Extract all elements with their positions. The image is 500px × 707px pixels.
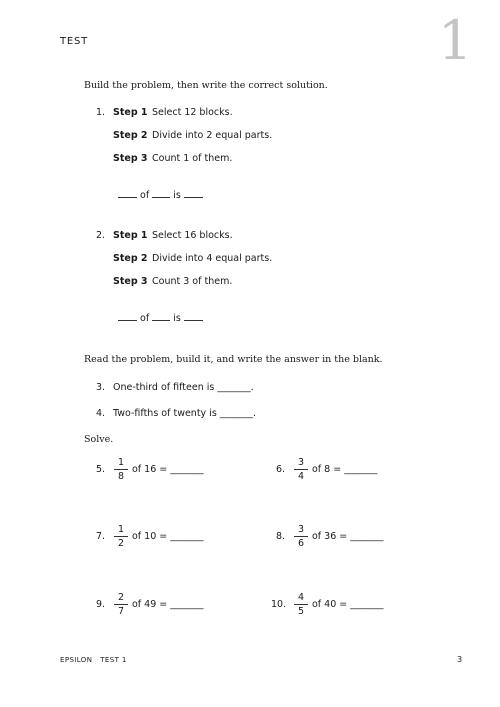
step-text: Select 12 blocks. bbox=[152, 107, 233, 118]
problem-text: One-third of fifteen is _______. bbox=[113, 382, 254, 393]
step-label: Step 2 bbox=[113, 253, 148, 264]
answer-line bbox=[118, 313, 203, 324]
numerator: 3 bbox=[297, 524, 305, 535]
problem-text: Two-fifths of twenty is _______. bbox=[113, 408, 257, 419]
fraction-bar bbox=[114, 604, 128, 605]
test-number: 1 bbox=[438, 9, 473, 72]
numerator: 3 bbox=[297, 457, 305, 468]
answer-blank[interactable] bbox=[184, 319, 203, 321]
problem-text: of 49 = _______ bbox=[132, 599, 204, 610]
problem-number: 6. bbox=[276, 464, 286, 475]
problem-text: of 16 = _______ bbox=[132, 464, 204, 475]
fraction-bar bbox=[114, 469, 128, 470]
footer-label: EPSILON TEST 1 bbox=[60, 656, 127, 664]
numerator: 4 bbox=[297, 592, 305, 603]
fraction bbox=[294, 592, 308, 617]
problem-number: 9. bbox=[96, 599, 106, 610]
fraction bbox=[114, 592, 128, 617]
fraction-bar bbox=[114, 536, 128, 537]
page-number: 3 bbox=[457, 655, 463, 664]
fraction-bar bbox=[294, 604, 308, 605]
answer-is: is bbox=[173, 313, 181, 324]
step-label: Step 1 bbox=[113, 230, 148, 241]
answer-blank[interactable] bbox=[184, 196, 203, 198]
numerator: 1 bbox=[117, 524, 125, 535]
numerator: 1 bbox=[117, 457, 125, 468]
problem-number: 2. bbox=[96, 230, 106, 241]
fraction-bar bbox=[294, 469, 308, 470]
fraction bbox=[114, 524, 128, 549]
denominator: 6 bbox=[297, 538, 305, 549]
answer-line bbox=[118, 190, 203, 201]
problem-number: 5. bbox=[96, 464, 106, 475]
section2-instruction: Read the problem, build it, and write the answer in the blank. bbox=[84, 354, 383, 365]
step-text: Divide into 4 equal parts. bbox=[152, 253, 273, 264]
answer-of: of bbox=[140, 313, 150, 324]
denominator: 2 bbox=[117, 538, 125, 549]
step-label: Step 2 bbox=[113, 130, 148, 141]
problem-number: 4. bbox=[96, 408, 106, 419]
denominator: 8 bbox=[117, 471, 125, 482]
answer-is: is bbox=[173, 190, 181, 201]
fraction bbox=[294, 457, 308, 482]
section1-instruction: Build the problem, then write the correct solution. bbox=[84, 80, 328, 91]
problem-text: of 36 = _______ bbox=[312, 531, 384, 542]
header-title: TEST bbox=[60, 36, 89, 47]
step-text: Count 1 of them. bbox=[152, 153, 233, 164]
denominator: 5 bbox=[297, 606, 305, 617]
step-text: Select 16 blocks. bbox=[152, 230, 233, 241]
step-label: Step 3 bbox=[113, 153, 148, 164]
numerator: 2 bbox=[117, 592, 125, 603]
denominator: 4 bbox=[297, 471, 305, 482]
step-label: Step 1 bbox=[113, 107, 148, 118]
problem-number: 10. bbox=[271, 599, 287, 610]
section3-instruction: Solve. bbox=[84, 434, 114, 445]
answer-blank[interactable] bbox=[118, 196, 137, 198]
problem-number: 3. bbox=[96, 382, 106, 393]
problem-text: of 8 = _______ bbox=[312, 464, 378, 475]
answer-of: of bbox=[140, 190, 150, 201]
step-text: Divide into 2 equal parts. bbox=[152, 130, 273, 141]
answer-blank[interactable] bbox=[118, 319, 137, 321]
problem-text: of 10 = _______ bbox=[132, 531, 204, 542]
fraction bbox=[114, 457, 128, 482]
step-text: Count 3 of them. bbox=[152, 276, 233, 287]
fraction-bar bbox=[294, 536, 308, 537]
step-label: Step 3 bbox=[113, 276, 148, 287]
problem-number: 8. bbox=[276, 531, 286, 542]
denominator: 7 bbox=[117, 606, 125, 617]
problem-number: 7. bbox=[96, 531, 106, 542]
fraction bbox=[294, 524, 308, 549]
problem-number: 1. bbox=[96, 107, 106, 118]
answer-blank[interactable] bbox=[152, 319, 170, 321]
answer-blank[interactable] bbox=[152, 196, 170, 198]
problem-text: of 40 = _______ bbox=[312, 599, 384, 610]
